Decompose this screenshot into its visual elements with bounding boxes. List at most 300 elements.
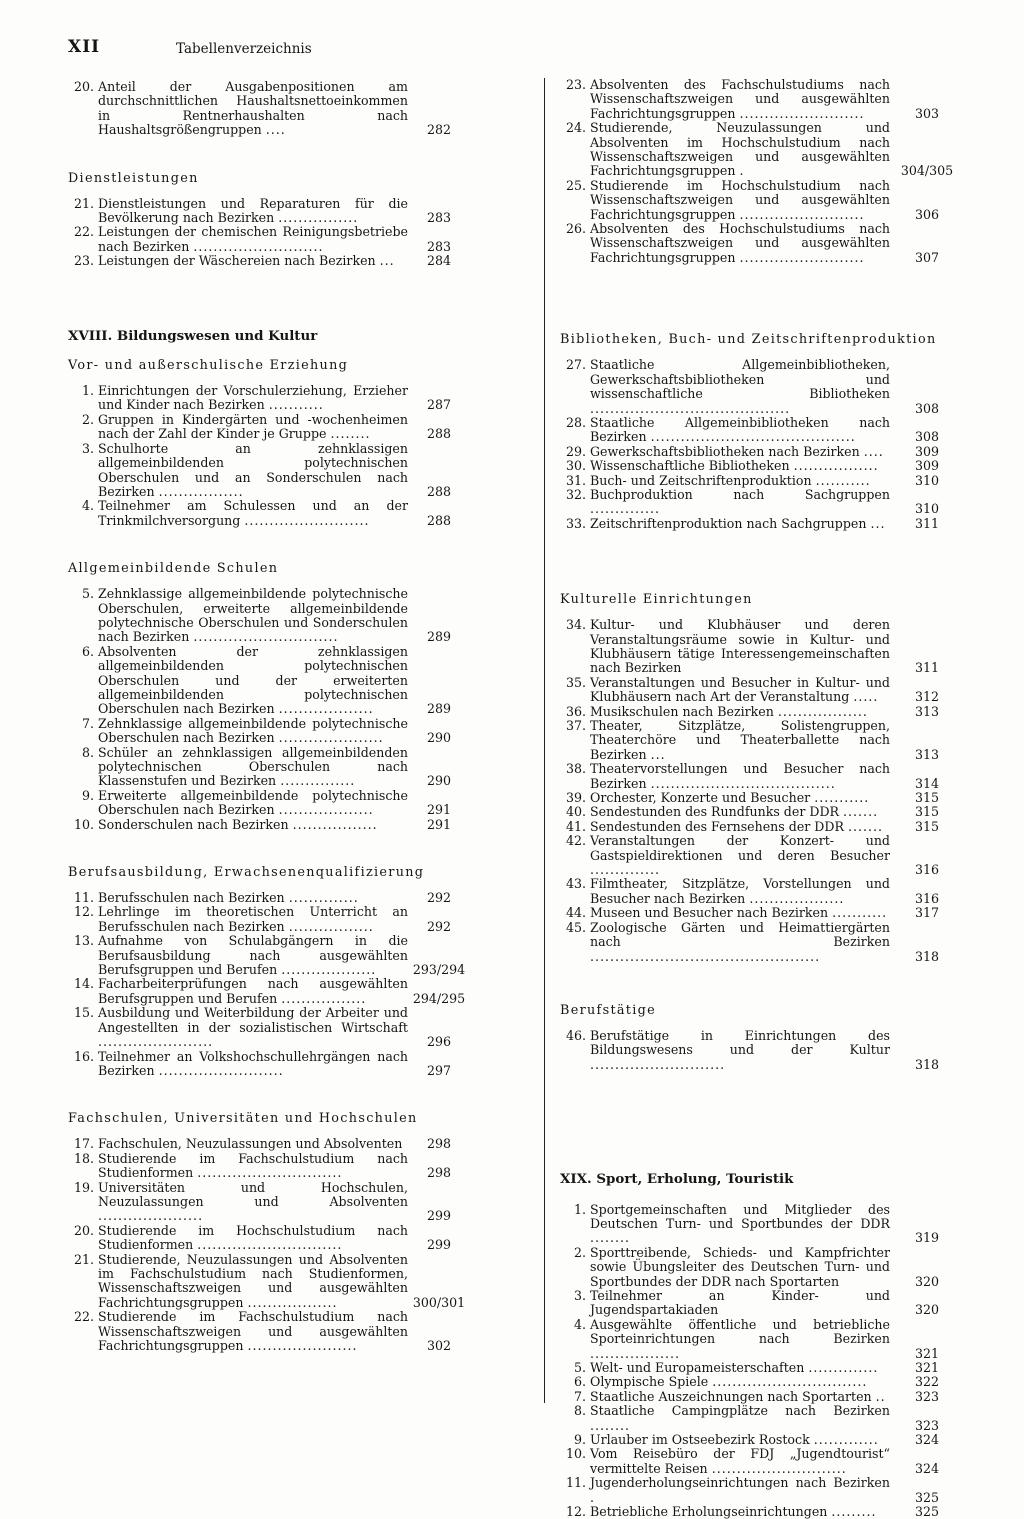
- entry-title: Sendestunden des Fernsehens der DDR: [590, 818, 844, 834]
- section-heading: Allgemeinbildende Schulen: [68, 561, 279, 577]
- page-reference: 320: [914, 1273, 940, 1289]
- section-heading: Kulturelle Einrichtungen: [560, 592, 753, 608]
- entry-title: Staatliche Allgemeinbibliotheken nach Bezirken: [590, 414, 890, 445]
- entry-title: Universitäten und Hochschulen, Neuzulassungen und Absolventen: [98, 1179, 408, 1209]
- page-reference: 321: [914, 1345, 940, 1361]
- entry-title: Sportgemeinschaften und Mitglieder des Deutschen Turn- und Sportbundes der DDR: [590, 1201, 890, 1231]
- dot-leader: ...............................: [712, 1374, 868, 1390]
- page-reference: 317: [914, 905, 940, 921]
- page-reference: 318: [914, 948, 940, 964]
- section-heading: Dienstleistungen: [68, 170, 199, 186]
- entry-title: Sendestunden des Rundfunks der DDR: [590, 804, 840, 820]
- toc-entry: [560, 1390, 960, 1404]
- entry-title: Veranstaltungen der Konzert- und Gastspieldirektionen und deren Besucher: [590, 833, 890, 863]
- entry-title: Teilnehmer an Volkshochschullehrgängen nach Bezirken: [98, 1048, 408, 1078]
- dot-leader: .............................: [197, 1237, 343, 1253]
- toc-entry: [68, 587, 468, 645]
- toc-entry: [68, 1137, 468, 1151]
- dot-leader: ..............: [590, 862, 661, 878]
- page-reference: 324: [914, 1432, 940, 1448]
- toc-entry: [560, 121, 960, 179]
- entry-number: 1.: [573, 1201, 586, 1217]
- section-heading: Vor- und außerschulische Erziehung: [68, 358, 349, 374]
- entry-title: Zeitschriftenproduktion nach Sachgruppen: [590, 515, 867, 531]
- page-reference: 308: [914, 400, 940, 416]
- entry-number: 30.: [565, 458, 586, 474]
- dot-leader: ...........................: [711, 1460, 847, 1476]
- dot-leader: ...................: [281, 962, 377, 978]
- entry-title: Gewerkschaftsbibliotheken nach Bezirken: [590, 443, 860, 459]
- toc-entry: [68, 413, 468, 442]
- dot-leader: .........: [831, 1504, 877, 1519]
- entry-title: Musikschulen nach Bezirken: [590, 703, 774, 719]
- section-heading: Fachschulen, Universitäten und Hochschulen: [68, 1111, 418, 1127]
- dot-leader: .........................................: [650, 429, 856, 445]
- entry-title: Schüler an zehnklassigen allgemeinbildenden polytechnischen Oberschulen nach Klassenstufen und Bezirken: [98, 744, 408, 789]
- page-reference: 312: [914, 689, 940, 705]
- entry-title: Leistungen der Wäschereien nach Bezirken: [98, 253, 376, 269]
- dot-leader: ......................: [247, 1338, 358, 1353]
- page-reference: 313: [914, 703, 940, 719]
- entry-title: Zehnklassige allgemeinbildende polytechnische Oberschulen nach Bezirken: [98, 715, 408, 746]
- entry-title: Absolventen der zehnklassigen allgemeinbildenden polytechnischen Oberschulen und der erweiterten allgemeinbildenden polytechnischen Oberschulen nach Bezirken: [98, 643, 408, 717]
- entry-number: 7.: [573, 1388, 586, 1404]
- toc-entry: [560, 906, 960, 920]
- dot-leader: ...........: [268, 397, 324, 413]
- dot-leader: ..............: [288, 890, 359, 906]
- toc-entry: [560, 921, 960, 964]
- page-reference: 302: [426, 1338, 452, 1353]
- entry-title: Kultur- und Klubhäuser und deren Veranstaltungsräume sowie in Kultur- und Klubhäusern tätige Interessengemeinschaften nach Bezirken: [590, 617, 890, 676]
- toc-entry: [68, 499, 468, 528]
- toc-entry: [560, 1361, 960, 1375]
- page-reference: 315: [914, 804, 940, 820]
- entry-number: 25.: [565, 177, 586, 193]
- entry-title: Anteil der Ausgabenpositionen am durchschnittlichen Haushaltsnettoeinkommen in Rentnerhaushalten nach Haushaltsgrößengruppen: [98, 79, 408, 138]
- dot-leader: ........: [330, 426, 371, 442]
- toc-entry: [560, 1029, 960, 1072]
- page-reference: 315: [914, 790, 940, 806]
- entry-title: Studierende, Neuzulassungen und Absolventen im Hochschulstudium nach Wissenschaftszweigen und ausgewählten Fachrichtungsgruppen: [590, 120, 890, 179]
- part-heading: XVIII. Bildungswesen und Kultur: [68, 327, 318, 344]
- entry-number: 14.: [73, 976, 94, 992]
- entry-number: 34.: [565, 617, 586, 633]
- entry-title: Absolventen des Hochschulstudiums nach Wissenschaftszweigen und ausgewählten Fachrichtungsgruppen: [590, 221, 890, 265]
- page-reference: 288: [426, 483, 452, 499]
- page-reference: 323: [914, 1417, 940, 1433]
- entry-number: 8.: [573, 1403, 586, 1419]
- page-reference: 311: [914, 515, 940, 531]
- entry-title: Welt- und Europameisterschaften: [590, 1360, 805, 1375]
- entry-number: 3.: [81, 440, 94, 456]
- toc-entry: [560, 1289, 960, 1318]
- entry-number: 13.: [73, 933, 94, 949]
- dot-leader: .................: [158, 483, 244, 499]
- page-reference: 284: [426, 253, 452, 269]
- toc-entry: [560, 618, 960, 676]
- entry-title: Urlauber im Ostseebezirk Rostock: [590, 1432, 810, 1448]
- running-title: Tabellenverzeichnis: [176, 41, 312, 57]
- entry-number: 40.: [565, 804, 586, 820]
- entry-number: 23.: [73, 253, 94, 269]
- toc-entry: [560, 78, 960, 121]
- page-reference: 310: [914, 501, 940, 517]
- toc-entry: [560, 834, 960, 877]
- section-heading: Bibliotheken, Buch- und Zeitschriftenproduktion: [560, 332, 937, 348]
- entry-title: Studierende im Fachschulstudium nach Studienformen: [98, 1150, 408, 1181]
- entry-number: 23.: [565, 77, 586, 92]
- entry-number: 44.: [565, 905, 586, 921]
- dot-leader: ....: [265, 122, 286, 138]
- dot-leader: ...: [379, 253, 395, 269]
- entry-number: 9.: [573, 1432, 586, 1448]
- page-reference: 324: [914, 1460, 940, 1476]
- entry-number: 45.: [565, 919, 586, 935]
- dot-leader: ...: [870, 515, 886, 531]
- dot-leader: ...............: [280, 773, 356, 789]
- dot-leader: .........................: [158, 1062, 284, 1078]
- toc-entry: [68, 197, 468, 226]
- dot-leader: .: [739, 163, 745, 179]
- page-reference: 309: [914, 458, 940, 474]
- section-heading: Berufsausbildung, Erwachsenenqualifizierung: [68, 865, 425, 881]
- entry-title: Absolventen des Fachschulstudiums nach Wissenschaftszweigen und ausgewählten Fachrichtungsgruppen: [590, 77, 890, 121]
- toc-entry: [68, 1050, 468, 1079]
- page-reference: 296: [426, 1034, 452, 1050]
- page-reference: 308: [914, 429, 940, 445]
- page-reference: 310: [914, 472, 940, 488]
- entry-title: Buchproduktion nach Sachgruppen: [590, 486, 890, 502]
- toc-entry: [68, 1152, 468, 1181]
- toc-entry: [68, 225, 468, 254]
- toc-entry: [560, 459, 960, 473]
- page-reference: 307: [914, 249, 940, 265]
- dot-leader: ....: [863, 443, 884, 459]
- page-reference: 311: [914, 660, 940, 676]
- page-reference: 288: [426, 426, 452, 442]
- dot-leader: ...................: [278, 802, 374, 818]
- dot-leader: ..............: [808, 1360, 879, 1375]
- entry-number: 21.: [73, 195, 94, 211]
- toc-entry: [560, 805, 960, 819]
- entry-number: 38.: [565, 761, 586, 777]
- page-reference: 299: [426, 1208, 452, 1224]
- toc-entry: [560, 1375, 960, 1389]
- toc-entry: [560, 358, 960, 416]
- entry-number: 20.: [73, 1222, 94, 1238]
- page-reference: 318: [914, 1056, 940, 1072]
- toc-entry: [560, 877, 960, 906]
- toc-entry: [560, 416, 960, 445]
- toc-entry: [68, 746, 468, 789]
- entry-title: Berufstätige in Einrichtungen des Bildungswesens und der Kultur: [590, 1027, 890, 1058]
- entry-number: 8.: [81, 744, 94, 760]
- entry-number: 26.: [565, 221, 586, 237]
- page-reference: 315: [914, 818, 940, 834]
- entry-title: Teilnehmer am Schulessen und an der Trinkmilchversorgung: [98, 498, 408, 528]
- page-number: XII: [68, 37, 101, 57]
- entry-number: 10.: [565, 1446, 586, 1462]
- entry-title: Studierende, Neuzulassungen und Absolventen im Fachschulstudium nach Studienformen, Wissenschaftszweigen und ausgewählten Fachrichtungsgruppen: [98, 1251, 408, 1310]
- toc-entry: [68, 717, 468, 746]
- dot-leader: ..............................................: [590, 948, 821, 964]
- entry-number: 32.: [565, 486, 586, 502]
- dot-leader: .....: [853, 689, 879, 705]
- toc-entry: [560, 762, 960, 791]
- entry-title: Theatervorstellungen und Besucher nach Bezirken: [590, 761, 890, 791]
- page-reference: 289: [426, 701, 452, 717]
- page-reference: 298: [426, 1165, 452, 1181]
- dot-leader: ...........: [814, 790, 870, 806]
- entry-title: Staatliche Auszeichnungen nach Sportarten: [590, 1388, 872, 1404]
- entry-number: 33.: [565, 515, 586, 531]
- toc-entry: [68, 1224, 468, 1253]
- page-reference: 304/305: [900, 163, 954, 179]
- toc-entry: [68, 818, 468, 832]
- entry-title: Einrichtungen der Vorschulerziehung, Erzieher und Kinder nach Bezirken: [98, 383, 408, 413]
- dot-leader: .............: [813, 1432, 879, 1448]
- dot-leader: .................: [292, 816, 378, 832]
- entry-title: Studierende im Fachschulstudium nach Wissenschaftszweigen und ausgewählten Fachrichtungsgruppen: [98, 1309, 408, 1353]
- dot-leader: .....................: [98, 1208, 204, 1224]
- dot-leader: ..................: [590, 1345, 681, 1361]
- page-reference: 291: [426, 802, 452, 818]
- toc-entry: [560, 1505, 960, 1519]
- dot-leader: .............................: [197, 1165, 343, 1181]
- entry-number: 35.: [565, 674, 586, 690]
- entry-number: 29.: [565, 443, 586, 459]
- entry-title: Theater, Sitzplätze, Solistengruppen, Theaterchöre und Theaterballette nach Bezirken: [590, 718, 890, 762]
- entry-number: 11.: [565, 1475, 586, 1491]
- dot-leader: .....................: [278, 730, 384, 746]
- toc-entry: [68, 1253, 468, 1311]
- entry-title: Zoologische Gärten und Heimattiergärten nach Bezirken: [590, 919, 890, 950]
- page-reference: 316: [914, 890, 940, 906]
- dot-leader: .................: [288, 918, 374, 934]
- dot-leader: ...........: [832, 905, 888, 921]
- page-reference: 320: [914, 1302, 940, 1318]
- entry-number: 18.: [73, 1150, 94, 1166]
- page-reference: 283: [426, 238, 452, 254]
- entry-number: 27.: [565, 357, 586, 373]
- toc-entry: [560, 222, 960, 265]
- dot-leader: .........................: [739, 206, 865, 222]
- toc-entry: [560, 488, 960, 517]
- entry-title: Studierende im Hochschulstudium nach Wissenschaftszweigen und ausgewählten Fachrichtungsgruppen: [590, 177, 890, 222]
- toc-entry: [560, 474, 960, 488]
- dot-leader: ..................: [247, 1294, 338, 1310]
- entry-title: Lehrlinge im theoretischen Unterricht an Berufsschulen nach Bezirken: [98, 904, 408, 934]
- entry-title: Facharbeiterprüfungen nach ausgewählten Berufsgruppen und Berufen: [98, 976, 408, 1006]
- toc-entry: [560, 676, 960, 705]
- page-reference: 283: [426, 210, 452, 226]
- dot-leader: ..................: [777, 703, 868, 719]
- dot-leader: .: [590, 1489, 596, 1505]
- toc-entry: [68, 789, 468, 818]
- entry-title: Buch- und Zeitschriftenproduktion: [590, 472, 812, 488]
- dot-leader: .......................: [98, 1034, 214, 1050]
- page-reference: 294/295: [412, 990, 466, 1006]
- entry-number: 31.: [565, 472, 586, 488]
- entry-number: 2.: [81, 411, 94, 427]
- dot-leader: .............................: [193, 629, 339, 645]
- dot-leader: .......: [847, 818, 884, 834]
- toc-entry: [68, 80, 468, 138]
- entry-number: 19.: [73, 1179, 94, 1195]
- toc-entry: [560, 1203, 960, 1246]
- toc-entry: [560, 445, 960, 459]
- entry-number: 4.: [573, 1316, 586, 1332]
- entry-title: Staatliche Allgemeinbibliotheken, Gewerkschaftsbibliotheken und wissenschaftliche Bibliotheken: [590, 357, 890, 402]
- dot-leader: ................: [278, 210, 359, 226]
- dot-leader: ..........................: [193, 238, 324, 254]
- page-reference: 300/301: [412, 1294, 466, 1310]
- entry-title: Staatliche Campingplätze nach Bezirken: [590, 1403, 890, 1419]
- toc-entry: [560, 179, 960, 222]
- page-reference: 290: [426, 773, 452, 789]
- toc-entry: [68, 645, 468, 717]
- page-reference: 319: [914, 1230, 940, 1246]
- toc-entry: [68, 1006, 468, 1049]
- dot-leader: .................: [281, 990, 367, 1006]
- entry-title: Aufnahme von Schulabgängern in die Berufsausbildung nach ausgewählten Berufsgruppen und Berufen: [98, 933, 408, 978]
- dot-leader: .................: [793, 458, 879, 474]
- page-reference: 316: [914, 862, 940, 878]
- page-reference: 306: [914, 206, 940, 222]
- toc-entry: [560, 1447, 960, 1476]
- entry-number: 2.: [573, 1244, 586, 1260]
- toc-entry: [68, 977, 468, 1006]
- column-divider: [544, 78, 545, 1403]
- section-heading: Berufstätige: [560, 1002, 657, 1018]
- entry-title: Erweiterte allgemeinbildende polytechnische Oberschulen nach Bezirken: [98, 787, 408, 818]
- toc-entry: [68, 384, 468, 413]
- page-reference: 282: [426, 122, 452, 138]
- entry-title: Ausbildung und Weiterbildung der Arbeiter und Angestellten in der sozialistischen Wirtschaft: [98, 1005, 408, 1035]
- page-reference: 309: [914, 443, 940, 459]
- entry-number: 15.: [73, 1005, 94, 1021]
- toc-entry: [560, 1404, 960, 1433]
- page-reference: 292: [426, 890, 452, 906]
- toc-entry: [560, 517, 960, 531]
- dot-leader: ...: [650, 746, 666, 762]
- page-reference: 322: [914, 1374, 940, 1390]
- entry-number: 24.: [565, 120, 586, 136]
- toc-entry: [68, 1310, 468, 1353]
- entry-title: Studierende im Hochschulstudium nach Studienformen: [98, 1222, 408, 1253]
- toc-entry: [560, 1433, 960, 1447]
- toc-entry: [560, 1318, 960, 1361]
- entry-title: Dienstleistungen und Reparaturen für die Bevölkerung nach Bezirken: [98, 195, 408, 226]
- entry-title: Olympische Spiele: [590, 1374, 709, 1390]
- entry-title: Wissenschaftliche Bibliotheken: [590, 458, 790, 474]
- entry-number: 46.: [565, 1027, 586, 1043]
- entry-number: 12.: [565, 1504, 586, 1519]
- toc-entry: [560, 1246, 960, 1289]
- entry-number: 41.: [565, 818, 586, 834]
- entry-number: 3.: [573, 1287, 586, 1303]
- entry-number: 36.: [565, 703, 586, 719]
- right-column: [560, 78, 960, 1519]
- toc-entry: [68, 254, 468, 268]
- dot-leader: .........................: [244, 512, 370, 528]
- entry-number: 37.: [565, 718, 586, 733]
- dot-leader: .....................................: [650, 775, 836, 791]
- dot-leader: ...........................: [590, 1056, 726, 1072]
- toc-entry: [560, 705, 960, 719]
- toc-entry: [68, 442, 468, 500]
- entry-number: 6.: [81, 643, 94, 659]
- entry-number: 43.: [565, 876, 586, 892]
- page-reference: 288: [426, 512, 452, 528]
- entry-number: 42.: [565, 833, 586, 849]
- toc-entry: [560, 791, 960, 805]
- entry-number: 10.: [73, 816, 94, 832]
- dot-leader: ...................: [278, 701, 374, 717]
- entry-number: 20.: [73, 79, 94, 94]
- page-header: [68, 37, 312, 57]
- entry-title: Ausgewählte öffentliche und betriebliche Sporteinrichtungen nach Bezirken: [590, 1316, 890, 1347]
- dot-leader: .......: [843, 804, 879, 820]
- entry-number: 1.: [81, 383, 94, 399]
- toc-entry: [68, 934, 468, 977]
- entry-title: Jugenderholungseinrichtungen nach Bezirken: [590, 1475, 890, 1491]
- dot-leader: ........: [590, 1230, 631, 1246]
- entry-number: 12.: [73, 904, 94, 920]
- toc-entry: [68, 905, 468, 934]
- toc-entry: [560, 820, 960, 834]
- page-reference: 313: [914, 746, 940, 762]
- page-reference: 293/294: [412, 962, 466, 978]
- dot-leader: ...................: [749, 890, 845, 906]
- entry-number: 5.: [573, 1360, 586, 1375]
- entry-number: 9.: [81, 787, 94, 803]
- left-column: [68, 80, 468, 1353]
- entry-title: Orchester, Konzerte und Besucher: [590, 790, 811, 806]
- entry-title: Teilnehmer an Kinder- und Jugendspartakiaden: [590, 1287, 890, 1318]
- entry-title: Sporttreibende, Schieds- und Kampfrichter sowie Übungsleiter des Deutschen Turn- und Sportbundes der DDR nach Sportarten: [590, 1244, 890, 1289]
- entry-number: 5.: [81, 586, 94, 602]
- dot-leader: ........: [590, 1417, 631, 1433]
- page-reference: 314: [914, 775, 940, 791]
- entry-title: Vom Reisebüro der FDJ „Jugendtourist“ vermittelte Reisen: [590, 1446, 890, 1476]
- page-reference: 321: [914, 1360, 940, 1375]
- dot-leader: .........................: [739, 249, 865, 265]
- page-reference: 289: [426, 629, 452, 645]
- toc-entry: [560, 1476, 960, 1505]
- entry-number: 17.: [73, 1136, 94, 1152]
- toc-entry: [560, 719, 960, 762]
- toc-entry: [68, 891, 468, 905]
- entry-title: Leistungen der chemischen Reinigungsbetriebe nach Bezirken: [98, 224, 408, 254]
- entry-number: 22.: [73, 1309, 94, 1325]
- page-reference: 291: [426, 816, 452, 832]
- entry-number: 7.: [81, 715, 94, 731]
- entry-title: Filmtheater, Sitzplätze, Vorstellungen und Besucher nach Bezirken: [590, 876, 890, 906]
- page-reference: 323: [914, 1388, 940, 1404]
- part-heading: XIX. Sport, Erholung, Touristik: [560, 1171, 794, 1188]
- dot-leader: ...........: [815, 472, 871, 488]
- entry-title: Gruppen in Kindergärten und -wochenheimen nach der Zahl der Kinder je Gruppe: [98, 411, 408, 442]
- entry-title: Museen und Besucher nach Bezirken: [590, 905, 829, 921]
- entry-title: Sonderschulen nach Bezirken: [98, 816, 289, 832]
- entry-number: 21.: [73, 1251, 94, 1267]
- entry-number: 4.: [81, 498, 94, 514]
- entry-title: Zehnklassige allgemeinbildende polytechnische Oberschulen, erweiterte allgemeinbildende polytechnische Oberschulen und Sonderschulen nach Bezirken: [98, 586, 408, 645]
- entry-title: Berufsschulen nach Bezirken: [98, 890, 285, 906]
- entry-title: Veranstaltungen und Besucher in Kultur- und Klubhäusern nach Art der Veranstaltung: [590, 674, 890, 705]
- entry-number: 28.: [565, 414, 586, 430]
